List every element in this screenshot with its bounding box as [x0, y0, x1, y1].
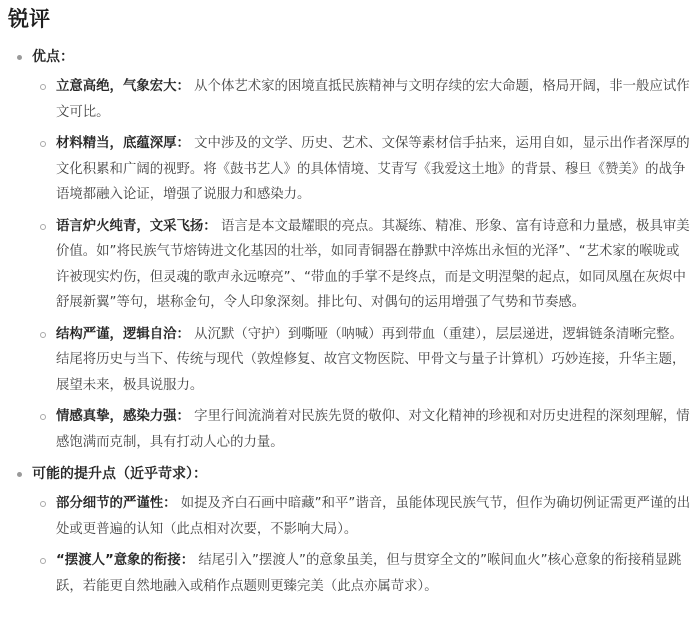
bullet-circle-icon	[40, 414, 46, 420]
item-text: 语言是本文最耀眼的亮点。其凝练、精准、形象、富有诗意和力量感，极具审美价值。如”将民族气节熔铸进文化基因的壮举，如同青铜器在静默中淬炼出永恒的光泽”、“艺术家的喉咙或许被现实灼伤，但灵魂的歌声永远嘹亮”、“带血的手掌不是终点，而是文明涅槃的起点，如同凤凰在灰烬中舒展新翼”等句，堪称金句，令人印象深刻。排比句、对偶句的运用增强了气势和节奏感。	[56, 218, 690, 310]
bullet-dot-icon	[17, 55, 22, 60]
bullet-circle-icon	[40, 224, 46, 230]
item-label: 语言炉火纯青，文采飞扬：	[56, 218, 217, 234]
strengths-heading: 优点：	[32, 49, 74, 65]
list-item	[32, 404, 700, 455]
item-label: 材料精当，底蕴深厚：	[56, 136, 190, 151]
item-text: 如提及齐白石画中暗藏”和平”谐音，虽能体现民族气节，但作为确切例证需更严谨的出处或更普遍的认知（此点相对次要，不影响大局）。	[56, 496, 691, 537]
bullet-dot-icon	[17, 472, 22, 477]
improvements-list	[32, 491, 700, 599]
item-text: 结尾引入”摆渡人”的意象虽美，但与贯穿全文的”喉间血火”核心意象的衔接稍显跳跃，若能更自然地融入或稍作点题则更臻完美（此点亦属苛求）。	[56, 553, 682, 594]
item-text: 字里行间流淌着对民族先贤的敬仰、对文化精神的珍视和对历史进程的深刻理解，情感饱满而克制，具有打动人心的力量。	[56, 409, 690, 450]
bullet-circle-icon	[40, 332, 46, 338]
list-item	[32, 322, 700, 399]
item-label: “摆渡人”意象的衔接：	[56, 553, 195, 568]
strengths-section	[8, 44, 700, 455]
bullet-circle-icon	[40, 84, 46, 90]
improvements-heading: 可能的提升点（近乎苛求）：	[32, 466, 207, 482]
list-item	[32, 214, 700, 316]
list-item	[32, 548, 700, 599]
list-item	[32, 131, 700, 208]
bullet-circle-icon	[40, 501, 46, 507]
item-text: 从沉默（守护）到嘶哑（呐喊）再到带血（重建），层层递进，逻辑链条清晰完整。结尾将历史与当下、传统与现代（敦煌修复、故宫文物医院、甲骨文与量子计算机）巧妙连接，升华主题，展望未来，极具说服力。	[56, 326, 686, 393]
review-list	[8, 44, 700, 599]
item-label: 结构严谨，逻辑自洽：	[56, 326, 190, 342]
improvements-section	[8, 461, 700, 599]
item-label: 情感真挚，感染力强：	[56, 409, 190, 424]
strengths-list	[32, 74, 700, 455]
item-label: 部分细节的严谨性：	[56, 496, 177, 511]
item-label: 立意高绝，气象宏大：	[56, 79, 190, 94]
list-item	[32, 491, 700, 542]
item-text: 从个体艺术家的困境直抵民族精神与文明存续的宏大命题，格局开阔，非一般应试作文可比。	[56, 79, 690, 120]
list-item	[32, 74, 700, 125]
bullet-circle-icon	[40, 558, 46, 564]
bullet-circle-icon	[40, 141, 46, 147]
item-text: 文中涉及的文学、历史、艺术、文保等素材信手拈来，运用自如，显示出作者深厚的文化积累和广阔的视野。将《鼓书艺人》的具体情境、艾青写《我爱这土地》的背景、穆旦《赞美》的战争语境都融入论证，增强了说服力和感染力。	[56, 136, 690, 202]
section-title: 锐评	[8, 7, 50, 31]
